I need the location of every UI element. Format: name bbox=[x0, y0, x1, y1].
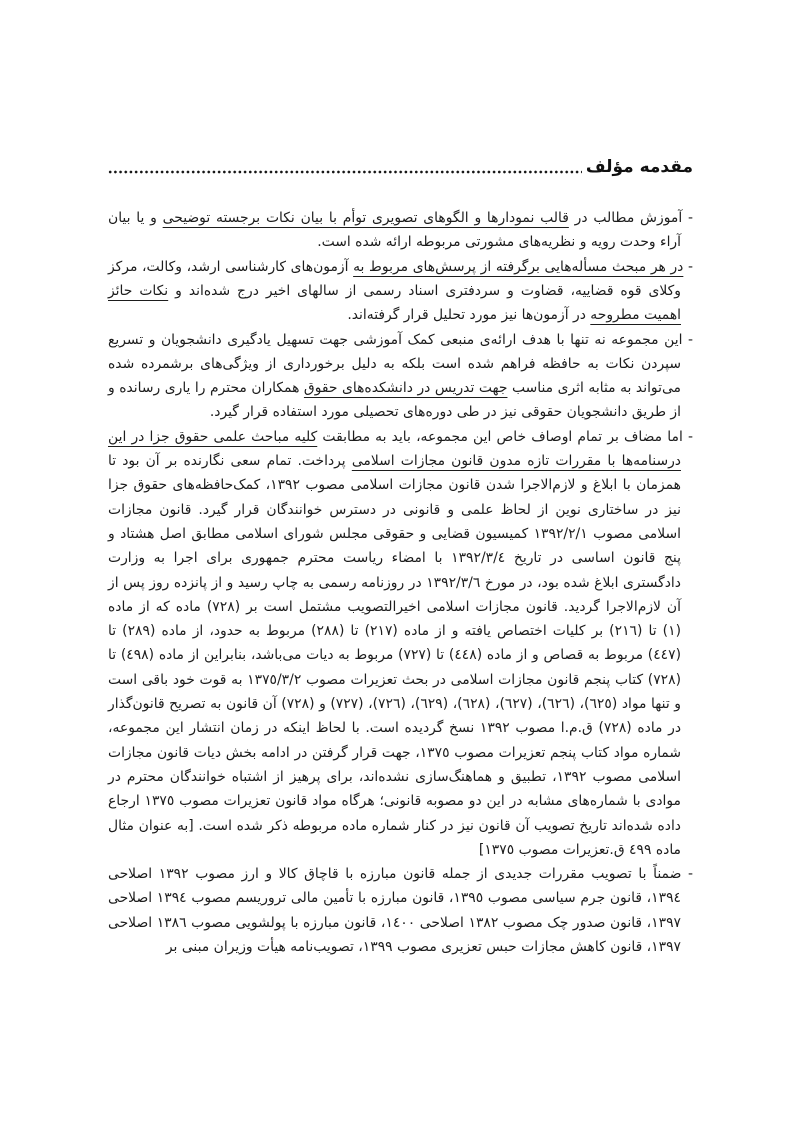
underlined-text: قالب نمودارها و الگوهای تصویری توأم با بیان نکات برجسته توضیحی bbox=[162, 210, 569, 227]
paragraph bbox=[108, 255, 693, 328]
text-segment: ضمناً با تصویب مقررات جدیدی از جمله قانون مبارزه با قاچاق کالا و ارز مصوب ١٣٩٢ اصلاحی ١٣٩٤، قانون جرم سیاسی مصوب ١٣٩٥، قانون مبارزه با تأمین مالی تروریسم مصوب ١٣٩٤ اصلاحی ١٣٩٧، قانون صدور چک مصوب ١٣٨٢ اصلاحی ١٤٠٠، قانون مبارزه با پولشویی مصوب ١٣٨٦ اصلاحی ١٣٩٧، قانون کاهش مجازات حبس تعزیری مصوب ١٣٩٩، تصویب‌نامه هیأت وزیران مبنی بر bbox=[108, 866, 682, 955]
dotted-leader bbox=[108, 168, 582, 176]
underlined-text: کلیه مباحث علمی حقوق جزا در این درسنامه‌ها با مقررات تازه مدون قانون مجازات اسلامی bbox=[108, 428, 681, 470]
text-segment: آزمون‌های کارشناسی ارشد، وکالت، مرکز وکلای قوه قضاییه، قضاوت و سردفتری اسناد رسمی از سالهای اخیر درج شده‌اند و bbox=[108, 258, 681, 299]
intro-paragraphs bbox=[108, 206, 693, 959]
text-segment: آموزش مطالب در bbox=[568, 210, 683, 227]
section-title: مقدمه مؤلف bbox=[585, 157, 693, 177]
text-segment: و یا بیان آراء وحدت رویه و نظریه‌های مشورتی مربوطه ارائه شده است. bbox=[108, 210, 681, 251]
paragraph bbox=[108, 206, 693, 255]
paragraph bbox=[108, 425, 693, 862]
text-segment: پرداخت. تمام سعی نگارنده بر آن بود تا همزمان با ابلاغ و لازم‌الاجرا شدن قانون مجازات اسلامی مصوب ١٣٩٢، کمک‌حافظه‌های حقوق جزا نیز در ساختاری نوین از لحاظ علمی و قانونی در دسترس خوانندگان قرار گیرد. قانون مجازات اسلامی مصوب ١٣٩٢/٢/١ کمیسیون قضایی و حقوقی مجلس شورای اسلامی مطابق اصل هشتاد و پنج قانون اساسی در تاریخ ١٣٩٢/٣/٤ با امضاء ریاست محترم جمهوری برای اجرا به وزارت دادگستری ابلاغ شده بود، در مورخ ١٣٩٢/٣/٦ در روزنامه رسمی به چاپ رسید و از پانزده روز پس از آن لازم‌الاجرا گردید. قانون مجازات اسلامی اخیرالتصویب مشتمل است بر (٧٢٨) ماده که از ماده (١) تا (٢١٦) بر کلیات اختصاص یافته و از ماده (٢١٧) تا (٢٨٨) مربوط به حدود، از ماده (٢٨٩) تا (٤٤٧) مربوط به قصاص و از ماده (٤٤٨) تا (٧٢٧) مربوط به دیات می‌باشد، بنابراین از ماده (٤٩٨) تا (٧٢٨) کتاب پنجم قانون مجازات اسلامی در بحث تعزیرات مصوب ١٣٧٥/٣/٢ به قوت خود باقی است و تنها مواد (٦٢٥)، (٦٢٦)، (٦٢٧)، (٦٢٨)، (٦٢٩)، (٧٢٦)، (٧٢٧) و (٧٢٨) آن قانون به تصریح قانون‌گذار در ماده (٧٢٨) ق.م.ا مصوب ١٣٩٢ نسخ گردیده است. با لحاظ اینکه در زمان انتشار این مجموعه، شماره مواد کتاب پنجم تعزیرات مصوب ١٣٧٥، جهت قرار گرفتن در ادامه بخش دیات قانون مجازات اسلامی مصوب ١٣٩٢، تطبیق و هماهنگ‌سازی نشده‌اند، برای پرهیز از اشتباه خوانندگان محترم در موادی با شماره‌های مشابه در این دو مصوبه قانونی؛ هرگاه مواد قانون تعزیرات مصوب ١٣٧٥ ارجاع داده شده‌اند تاریخ تصویب آن قانون نیز در کنار شماره ماده مربوطه ذکر شده است. [به عنوان مثال ماده ٤٩٩ ق.تعزیرات مصوب ١٣٧٥] bbox=[108, 453, 682, 858]
text-segment: همکاران محترم را یاری رسانده و از طریق دانشجویان حقوقی نیز در طی دوره‌های تحصیلی مورد استفاده قرار گیرد. bbox=[108, 380, 681, 421]
text-segment: در آزمون‌ها نیز مورد تحلیل قرار گرفته‌اند. bbox=[347, 307, 591, 324]
bullet-dash: - bbox=[682, 210, 693, 227]
bullet-dash: - bbox=[681, 866, 693, 883]
underlined-text: در هر مبحث مسأله‌هایی برگرفته از پرسش‌های مربوط به bbox=[353, 258, 684, 275]
paragraph bbox=[108, 862, 693, 959]
text-segment: اما مضاف بر تمام اوصاف خاص این مجموعه، باید به مطابقت bbox=[317, 428, 683, 445]
paragraph bbox=[108, 328, 693, 425]
section-heading-row bbox=[108, 156, 693, 178]
bullet-dash: - bbox=[683, 258, 693, 275]
text-segment: این مجموعه نه تنها با هدف ارائه‌ی منبعی کمک آموزشی جهت تسهیل یادگیری دانشجویان و تسریع سپردن نکات به حافظه فراهم شده است بلکه به دلیل برخورداری از ویژگی‌های برشمرده شده می‌تواند به مثابه اثری مناسب bbox=[108, 331, 683, 397]
underlined-text: جهت تدریس در دانشکده‌های حقوق bbox=[303, 380, 508, 397]
bullet-dash: - bbox=[682, 331, 693, 348]
bullet-dash: - bbox=[682, 428, 693, 445]
underlined-text: نکات حائز اهمیت مطروحه bbox=[108, 282, 681, 324]
